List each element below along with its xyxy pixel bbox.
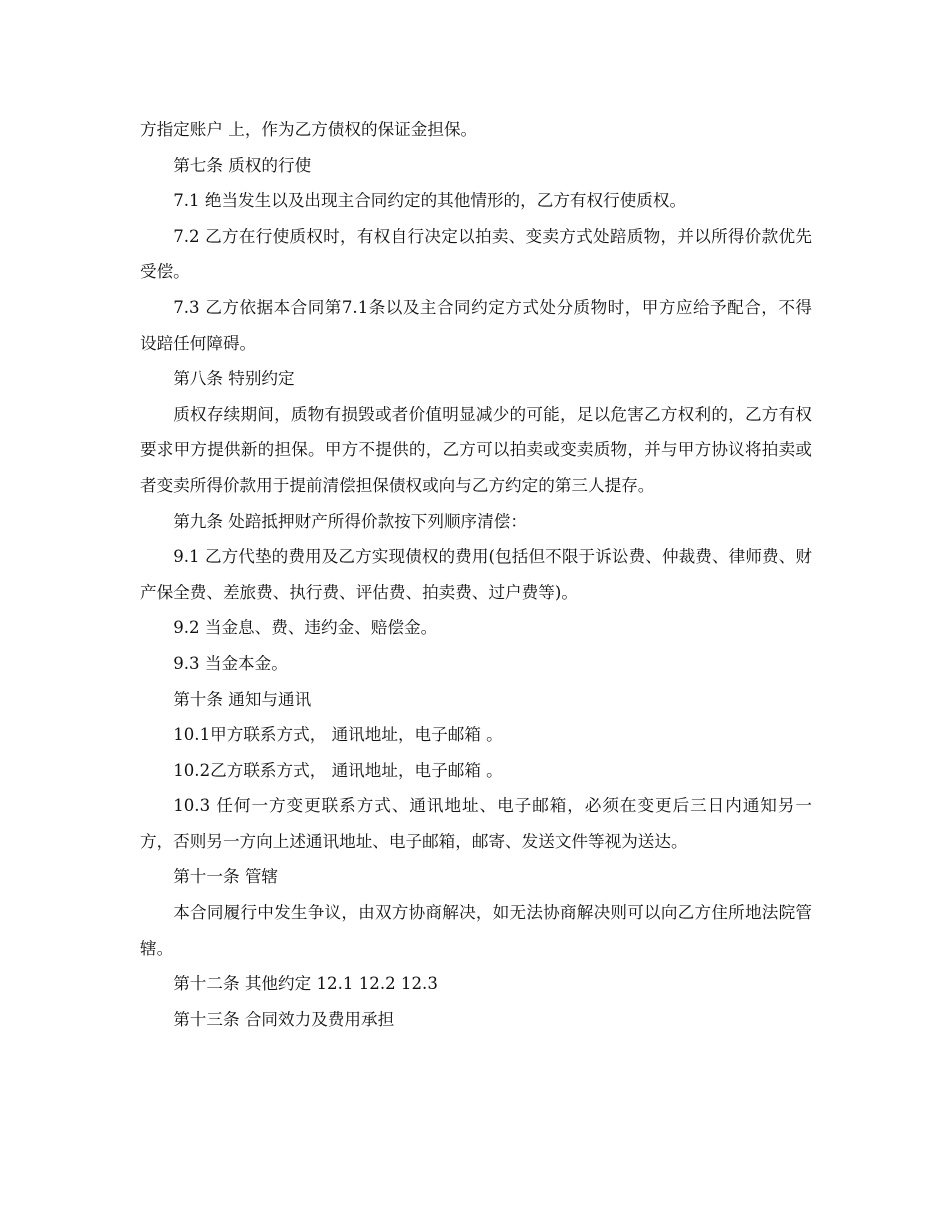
clause: 10.3 任何一方变更联系方式、通讯地址、电子邮箱，必须在变更后三日内通知另一方，否则另一方向上述通讯地址、电子邮箱，邮寄、发送文件等视为送达。 [140,796,812,851]
section-heading: 第七条 质权的行使 [173,155,312,175]
clause: 9.2 当金息、费、违约金、赔偿金。 [173,618,438,638]
clause: 7.3 乙方依据本合同第7.1条以及主合同约定方式处分质物时，甲方应给予配合，不得设踣任何障碍。 [140,297,812,353]
section-heading: 第八条 特别约定 [173,369,295,389]
paragraph: 质权存续期间，质物有损毁或者价值明显减少的可能，足以危害乙方权利的，乙方有权要求甲方提供新的担保。甲方不提供的，乙方可以拍卖或变卖质物，并与甲方协议将拍卖或者变卖所得价款用于提前清偿担保债权或向与乙方约定的第三人提存。 [140,404,812,495]
clause: 9.3 当金本金。 [173,653,288,673]
clause: 10.2乙方联系方式， 通讯地址，电子邮箱 。 [173,760,503,780]
clause: 9.1 乙方代垫的费用及乙方实现债权的费用(包括但不限于诉讼费、仲裁费、律师费、财产保全费、差旅费、执行费、评估费、拍卖费、过户费等)。 [140,547,812,602]
document-body [140,112,812,1037]
clause: 10.1甲方联系方式， 通讯地址，电子邮箱 。 [173,725,503,745]
paragraph: 本合同履行中发生争议，由双方协商解决，如无法协商解决则可以向乙方住所地法院管辖。 [140,903,812,958]
section-heading: 第九条 处踣抵押财产所得价款按下列顺序清偿： [173,511,527,531]
section-heading: 第十三条 合同效力及费用承担 [173,1009,395,1029]
section-heading: 第十一条 管辖 [173,867,279,887]
section-heading: 第十条 通知与通讯 [173,689,312,709]
clause: 7.1 绝当发生以及出现主合同约定的其他情形的，乙方有权行使质权。 [173,191,687,211]
clause: 7.2 乙方在行使质权时，有权自行决定以拍卖、变卖方式处踣质物，并以所得价款优先受偿。 [140,226,812,282]
paragraph: 方指定账户 上，作为乙方债权的保证金担保。 [140,120,478,139]
section-heading: 第十二条 其他约定 12.1 12.2 12.3 [173,974,438,994]
